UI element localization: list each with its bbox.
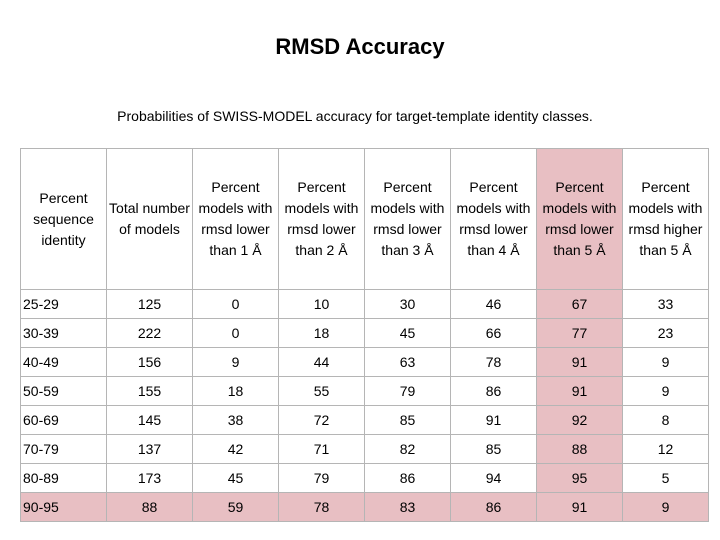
- table-row: [21, 464, 709, 493]
- cell-lt5: 77: [537, 319, 623, 348]
- cell-lt2: 79: [279, 464, 365, 493]
- header-lt4: Percent models with rmsd lower than 4 Å: [451, 149, 537, 290]
- cell-total: 125: [107, 290, 193, 319]
- cell-identity: 60-69: [21, 406, 107, 435]
- cell-lt4: 94: [451, 464, 537, 493]
- cell-lt4: 78: [451, 348, 537, 377]
- cell-total: 145: [107, 406, 193, 435]
- cell-lt1: 38: [193, 406, 279, 435]
- header-total: Total number of models: [107, 149, 193, 290]
- cell-lt2: 44: [279, 348, 365, 377]
- cell-total: 88: [107, 493, 193, 522]
- table-body: [21, 290, 709, 522]
- cell-gt5: 23: [623, 319, 709, 348]
- cell-identity: 90-95: [21, 493, 107, 522]
- table-row: [21, 435, 709, 464]
- cell-identity: 70-79: [21, 435, 107, 464]
- header-row: [21, 149, 709, 290]
- cell-total: 173: [107, 464, 193, 493]
- cell-lt5: 91: [537, 377, 623, 406]
- cell-gt5: 9: [623, 348, 709, 377]
- header-lt2: Percent models with rmsd lower than 2 Å: [279, 149, 365, 290]
- cell-lt2: 55: [279, 377, 365, 406]
- cell-lt2: 10: [279, 290, 365, 319]
- cell-lt4: 86: [451, 493, 537, 522]
- cell-identity: 25-29: [21, 290, 107, 319]
- cell-gt5: 5: [623, 464, 709, 493]
- cell-total: 156: [107, 348, 193, 377]
- accuracy-table: [20, 148, 709, 522]
- cell-lt4: 85: [451, 435, 537, 464]
- cell-identity: 40-49: [21, 348, 107, 377]
- header-lt1: Percent models with rmsd lower than 1 Å: [193, 149, 279, 290]
- cell-lt3: 83: [365, 493, 451, 522]
- header-identity: Percent sequence identity: [21, 149, 107, 290]
- cell-lt5: 92: [537, 406, 623, 435]
- cell-lt2: 72: [279, 406, 365, 435]
- cell-lt2: 71: [279, 435, 365, 464]
- cell-gt5: 33: [623, 290, 709, 319]
- table-row: [21, 493, 709, 522]
- cell-identity: 50-59: [21, 377, 107, 406]
- cell-total: 155: [107, 377, 193, 406]
- cell-total: 222: [107, 319, 193, 348]
- cell-lt3: 45: [365, 319, 451, 348]
- cell-lt3: 85: [365, 406, 451, 435]
- cell-lt5: 91: [537, 348, 623, 377]
- cell-identity: 30-39: [21, 319, 107, 348]
- table-row: [21, 290, 709, 319]
- cell-lt4: 66: [451, 319, 537, 348]
- slide-subtitle: Probabilities of SWISS-MODEL accuracy for target-template identity classes.: [117, 108, 593, 124]
- cell-lt5: 95: [537, 464, 623, 493]
- slide-title: RMSD Accuracy: [275, 34, 445, 59]
- cell-lt4: 46: [451, 290, 537, 319]
- cell-lt3: 30: [365, 290, 451, 319]
- cell-lt4: 91: [451, 406, 537, 435]
- cell-lt3: 79: [365, 377, 451, 406]
- cell-lt1: 0: [193, 319, 279, 348]
- cell-lt3: 86: [365, 464, 451, 493]
- cell-lt1: 9: [193, 348, 279, 377]
- cell-lt2: 18: [279, 319, 365, 348]
- cell-lt1: 18: [193, 377, 279, 406]
- cell-lt3: 82: [365, 435, 451, 464]
- cell-lt1: 45: [193, 464, 279, 493]
- header-lt3: Percent models with rmsd lower than 3 Å: [365, 149, 451, 290]
- cell-lt1: 59: [193, 493, 279, 522]
- cell-lt5: 91: [537, 493, 623, 522]
- cell-lt4: 86: [451, 377, 537, 406]
- cell-gt5: 12: [623, 435, 709, 464]
- cell-lt5: 67: [537, 290, 623, 319]
- cell-identity: 80-89: [21, 464, 107, 493]
- cell-lt2: 78: [279, 493, 365, 522]
- cell-gt5: 9: [623, 377, 709, 406]
- cell-lt1: 0: [193, 290, 279, 319]
- cell-total: 137: [107, 435, 193, 464]
- cell-lt1: 42: [193, 435, 279, 464]
- table-row: [21, 319, 709, 348]
- header-lt5: Percent models with rmsd lower than 5 Å: [537, 149, 623, 290]
- cell-gt5: 9: [623, 493, 709, 522]
- cell-lt5: 88: [537, 435, 623, 464]
- cell-lt3: 63: [365, 348, 451, 377]
- table-row: [21, 377, 709, 406]
- table-row: [21, 406, 709, 435]
- header-gt5: Percent models with rmsd higher than 5 Å: [623, 149, 709, 290]
- table-row: [21, 348, 709, 377]
- cell-gt5: 8: [623, 406, 709, 435]
